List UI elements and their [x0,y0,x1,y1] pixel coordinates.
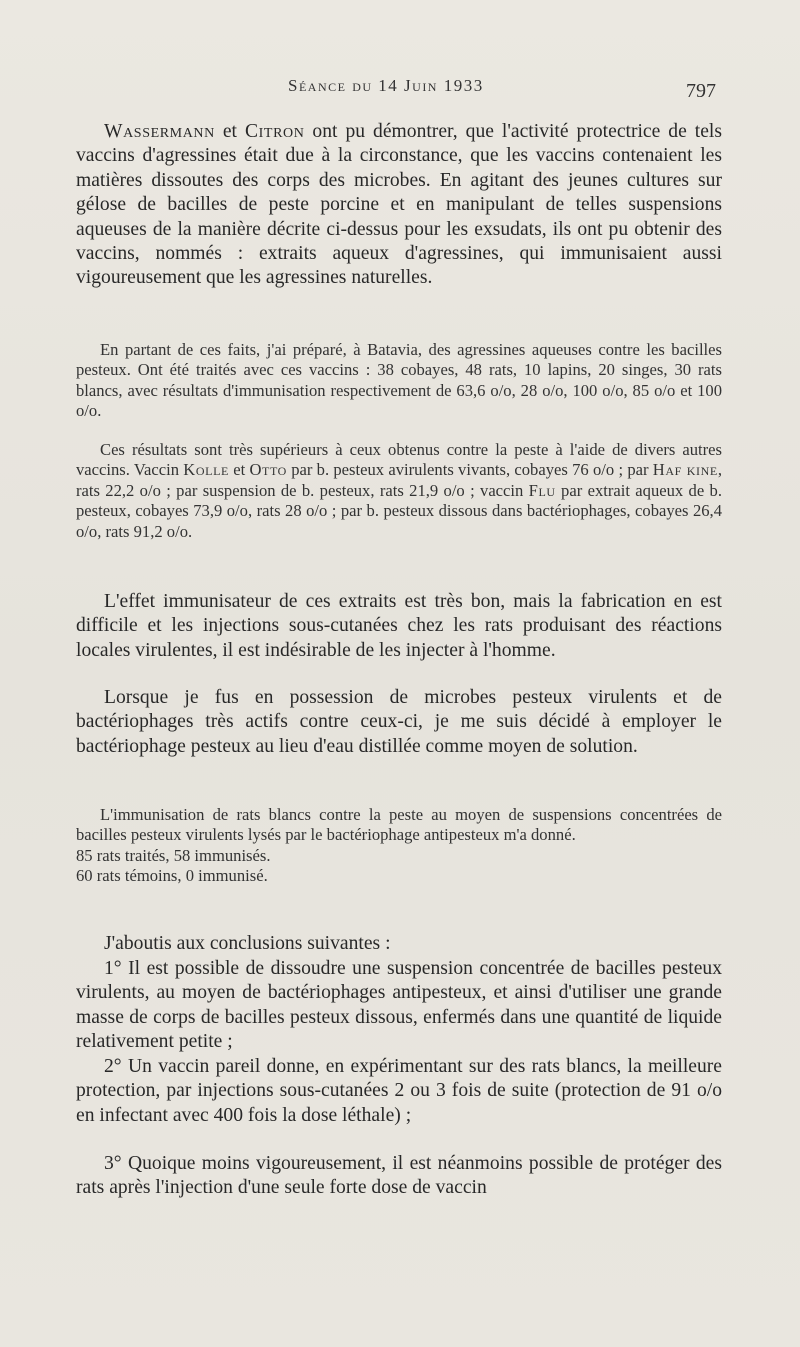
running-head [0,72,800,102]
text-fragment: par b. pesteux avirulents vivants, cobayes 76 o/o ; par [286,460,653,480]
author-name: Citron [244,121,305,142]
running-title: Séance du 14 Juin 1933 [288,76,484,95]
paragraph-effet-immunisateur [76,590,722,663]
author-name: Kolle [183,460,229,480]
page-number: 797 [686,80,716,102]
paragraph-text [76,120,722,291]
author-name: Wassermann [104,121,215,142]
small-paragraph-immunisation [76,805,722,887]
small-paragraph-results [76,440,722,542]
text-fragment: et [228,460,250,480]
paragraph-text: 3° Quoique moins vigoureusement, il est néanmoins possible de protéger des rats après l'injection d'une seule forte dose de vaccin [76,1153,722,1199]
paragraph-text: L'effet immunisateur de ces extraits est très bon, mais la fabrication en est difficile et les injections sous-cutanées chez les rats produisant des réactions locales virulentes, il est indésirable de les injecter à l'homme. [76,591,722,661]
paragraph-bacteriophage [76,686,722,759]
author-name: Otto [249,460,287,480]
text-fragment: et [214,121,245,142]
conclusion-2 [76,1055,722,1128]
paragraph-text: Lorsque je fus en possession de microbes pesteux virulents et de bactériophages très actifs contre ceux-ci, je me suis décidé à employer le bactériophage pesteux au lieu d'eau distillée comme moyen de solution. [76,687,722,757]
conclusion-3 [76,1152,722,1201]
text-fragment: ont pu démontrer, que l'activité protectrice de tels vaccins d'agressines était due à la circonstance, que les vaccins contenaient les matières dissoutes des corps des microbes. En agitant des jeunes cultures sur gélose de bacilles de peste porcine et en manipulant de telles suspensions aqueuses de la manière décrite ci-dessus pour les exsudats, ils ont pu obtenir des vaccins, nommés : extraits aqueux d'agressines, qui immunisaient aussi vigoureusement que les agressines naturelles. [76,121,723,289]
author-name: Flu [528,480,556,500]
text-fragment: par extrait aqueux de b. pesteux, cobayes 73,9 o/o, rats 28 o/o ; par b. pesteux dissous dans bactériophages, cobayes 26,4 o/o, rats 91,2 o/o. [76,480,723,541]
paragraph-text: 1° Il est possible de dissoudre une suspension concentrée de bacilles pesteux virulents, au moyen de bactériophages antipesteux, et ainsi d'utiliser une grande masse de corps de bacilles pesteux dissous, enfermés dans une quantité de liquide relativement petite ; [76,958,722,1053]
paragraph-text: J'aboutis aux conclusions suivantes : [104,933,391,954]
paragraph-wassermann-citron [76,120,722,291]
small-paragraph-batavia [76,340,722,422]
paragraph-text: L'immunisation de rats blancs contre la peste au moyen de suspensions concentrées de bacilles pesteux virulents lysés par le bactériophage antipesteux m'a donné. [76,805,722,845]
paragraph-text: En partant de ces faits, j'ai préparé, à Batavia, des agressines aqueuses contre les bacilles pesteux. Ont été traités avec ces vaccins : 38 cobayes, 48 rats, 10 lapins, 20 singes, 30 rats blancs, avec résultats d'immunisation respectivement de 63,6 o/o, 28 o/o, 100 o/o, 85 o/o et 100 o/o. [76,340,722,421]
text-fragment: , rats 22,2 o/o ; par suspension de b. pesteux, rats 21,9 o/o ; vaccin [76,460,722,500]
conclusion-1 [76,957,722,1055]
paragraph-text [76,440,722,542]
result-line-controls: 60 rats témoins, 0 immunisé. [76,866,268,886]
text-fragment: Ces résultats sont très supérieurs à ceux obtenus contre la peste à l'aide de divers autres vaccins. Vaccin [76,440,722,480]
result-line-treated: 85 rats traités, 58 immunisés. [76,845,271,865]
paragraph-text: 2° Un vaccin pareil donne, en expérimentant sur des rats blancs, la meilleure protection, par injections sous-cutanées 2 ou 3 fois de suite (protection de 91 o/o en infectant avec 400 fois la dose léthale) ; [76,1056,722,1126]
paragraph-conclusions-intro [76,932,722,956]
author-name: Haf kine [652,460,718,480]
